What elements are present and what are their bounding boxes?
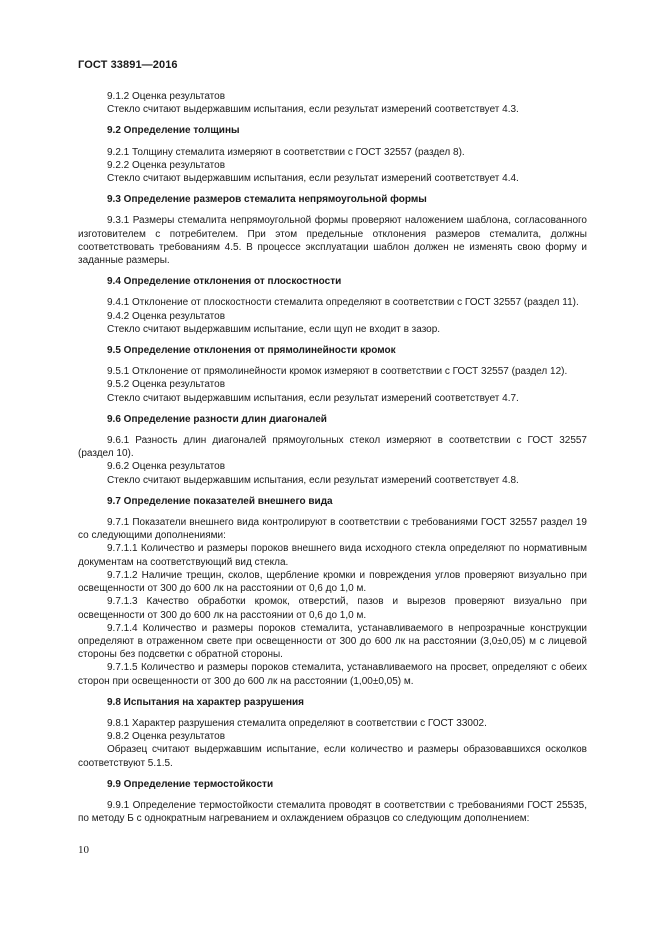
section-9-2-heading: 9.2 Определение толщины [107,125,240,137]
paragraph-9-6-2-text: Стекло считают выдержавшим испытания, если результат измерений соответствует 4.8. [107,474,519,486]
paragraph-9-8-2: 9.8.2 Оценка результатов [107,731,226,743]
paragraph-9-4-1: 9.4.1 Отклонение от плоскостности стемалита определяют в соответствии с ГОСТ 32557 (раздел 11). [107,297,579,309]
paragraph-9-2-2-text: Стекло считают выдержавшим испытания, если результат измерений соответствует 4.4. [107,173,519,185]
paragraph-9-7-1-4: 9.7.1.4 Количество и размеры пороков стемалита, устанавливаемого в непрозрачные конструкции определяют в отраженном свете при освещенности от 300 до 600 лк на расстоянии (3,0±0,05) м с лицевой стороны без подсветки с обратной стороны. [78,622,587,661]
section-9-7-heading: 9.7 Определение показателей внешнего вида [107,495,333,507]
paragraph-9-5-2-text: Стекло считают выдержавшим испытания, если результат измерений соответствует 4.7. [107,392,519,404]
page-number: 10 [78,844,89,856]
section-9-3-heading: 9.3 Определение размеров стемалита непрямоугольной формы [107,194,427,206]
paragraph-9-4-2-text: Стекло считают выдержавшим испытание, если щуп не входит в зазор. [107,323,441,335]
paragraph-9-5-1: 9.5.1 Отклонение от прямолинейности кромок измеряют в соответствии с ГОСТ 32557 (раздел 12). [107,366,568,378]
paragraph-9-7-1-5: 9.7.1.5 Количество и размеры пороков стемалита, устанавливаемого на просвет, определяют с обеих сторон при освещенности от 300 до 600 лк на расстоянии (1,00±0,05) м. [78,662,587,687]
paragraph-9-7-1: 9.7.1 Показатели внешнего вида контролируют в соответствии с требованиями ГОСТ 32557 раздел 19 со следующими дополнениями: [78,517,587,542]
section-9-6-heading: 9.6 Определение разности длин диагоналей [107,413,327,425]
paragraph-9-2-1: 9.2.1 Толщину стемалита измеряют в соответствии с ГОСТ 32557 (раздел 8). [107,146,465,158]
document-body [78,90,587,825]
paragraph-9-7-1-1: 9.7.1.1 Количество и размеры пороков внешнего вида исходного стекла определяют по нормативным документам на соответствующий вид стекла. [78,543,587,568]
section-9-4-heading: 9.4 Определение отклонения от плоскостности [107,276,342,288]
paragraph-9-6-1: 9.6.1 Разность длин диагоналей прямоугольных стекол измеряют в соответствии с ГОСТ 32557 (раздел 10). [78,435,587,460]
paragraph-9-3-1: 9.3.1 Размеры стемалита непрямоугольной формы проверяют наложением шаблона, согласованного изготовителем с потребителем. При этом предельные отклонения размеров стемалита, должны соответствовать требованиям 4.5. В процессе эксплуатации шаблон должен не изменять свою форму и заданные размеры. [78,215,587,267]
section-9-5-heading: 9.5 Определение отклонения от прямолинейности кромок [107,345,396,357]
paragraph-9-5-2: 9.5.2 Оценка результатов [107,379,226,391]
section-9-9-heading: 9.9 Определение термостойкости [107,778,274,790]
section-9-8-heading: 9.8 Испытания на характер разрушения [107,696,305,708]
document-header: ГОСТ 33891—2016 [78,59,178,71]
paragraph-9-8-1: 9.8.1 Характер разрушения стемалита определяют в соответствии с ГОСТ 33002. [107,717,487,729]
paragraph-9-2-2: 9.2.2 Оценка результатов [107,159,226,171]
paragraph-9-6-2: 9.6.2 Оценка результатов [107,461,226,473]
paragraph-9-7-1-2: 9.7.1.2 Наличие трещин, сколов, щербление кромки и повреждения углов проверяют визуально при освещенности от 300 до 600 лк на расстоянии от 0,6 до 1,0 м. [78,569,587,595]
paragraph-9-7-1-3: 9.7.1.3 Качество обработки кромок, отверстий, пазов и вырезов проверяют визуально при освещенности от 300 до 600 лк на расстоянии от 0,6 до 1,0 м. [78,596,587,621]
paragraph-9-8-2-text: Образец считают выдержавшим испытание, если количество и размеры образовавшихся осколков соответствуют 5.1.5. [78,744,587,769]
subsection-9-1-2-text: Стекло считают выдержавшим испытания, если результат измерений соответствует 4.3. [107,104,519,116]
paragraph-9-9-1: 9.9.1 Определение термостойкости стемалита проводят в соответствии с требованиями ГОСТ 25535, по методу Б с однократным нагреванием и охлаждением образцов со следующим дополнением: [78,799,587,825]
paragraph-9-4-2: 9.4.2 Оценка результатов [107,310,226,322]
subsection-9-1-2-heading: 9.1.2 Оценка результатов [107,91,226,102]
